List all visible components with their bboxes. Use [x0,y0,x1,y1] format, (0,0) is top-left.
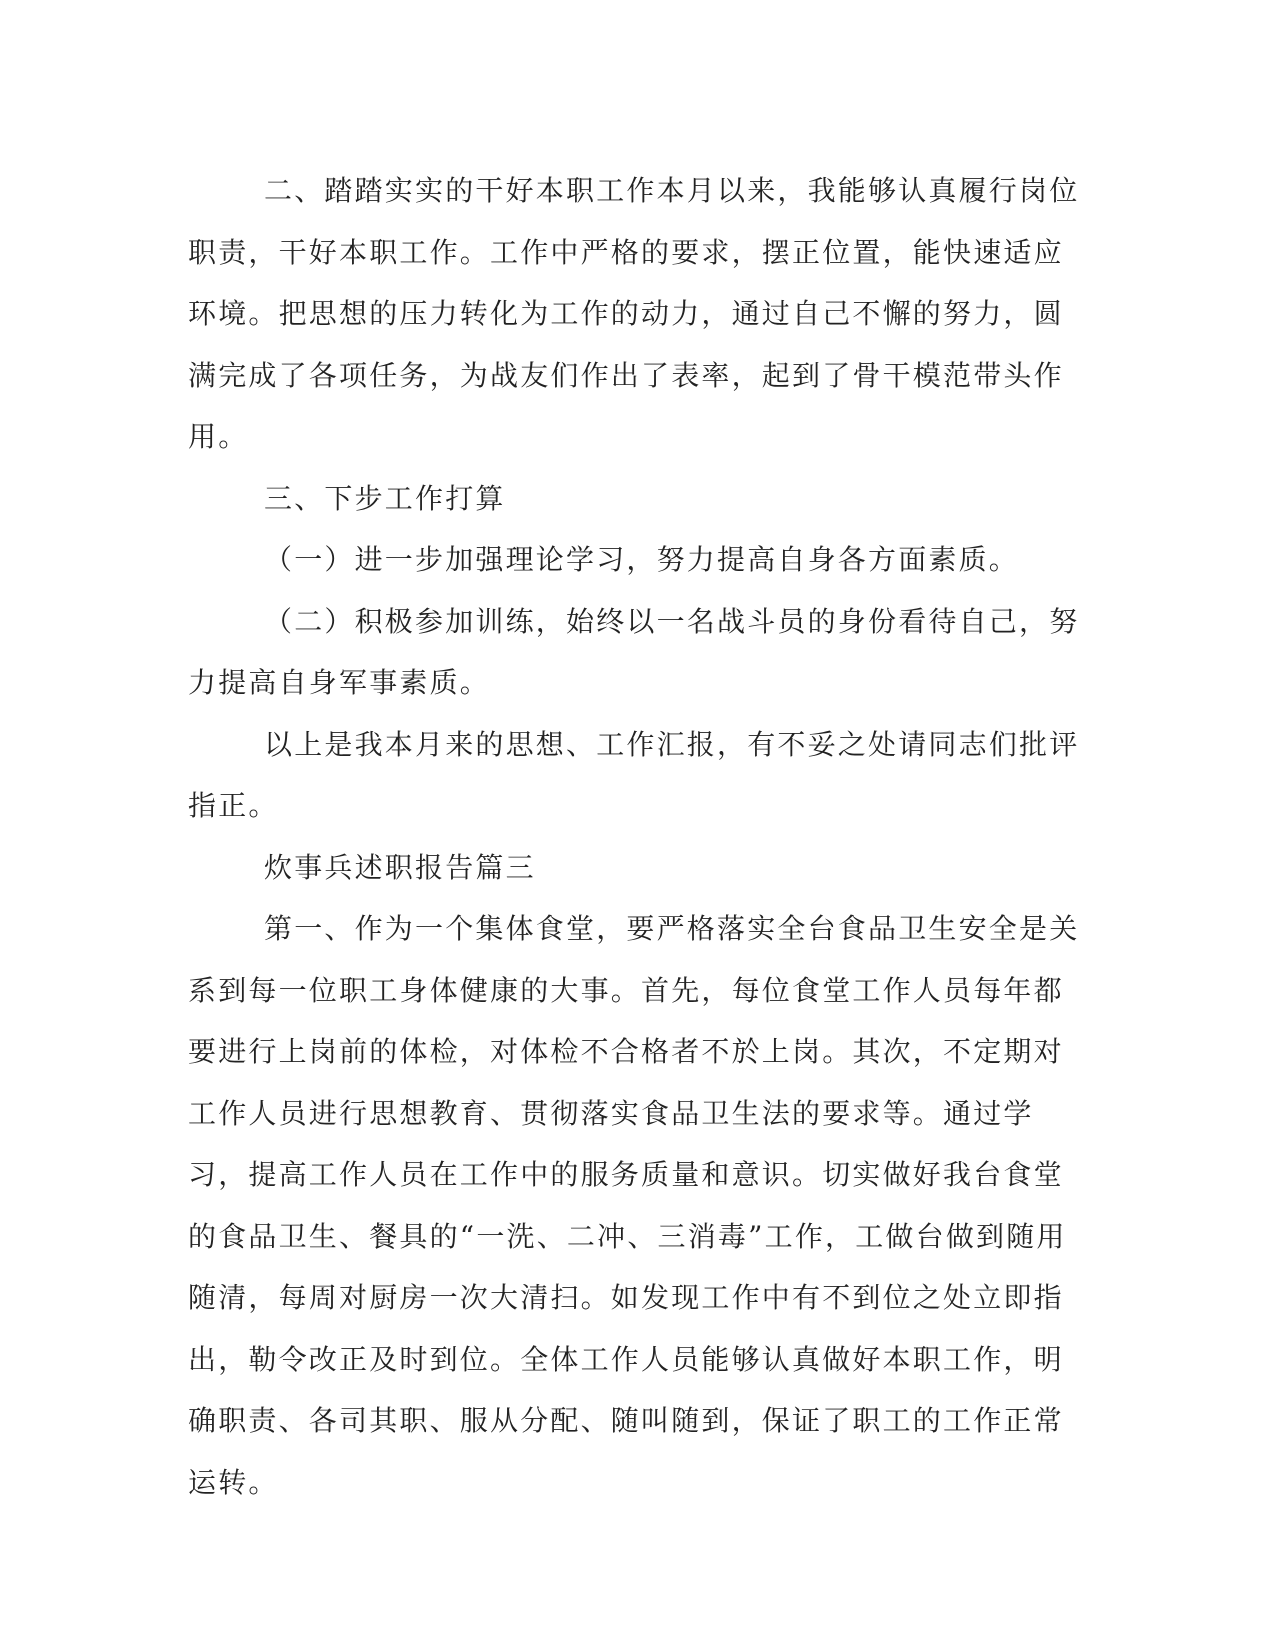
document-body [188,160,1083,1513]
paragraph-closing: 以上是我本月来的思想、工作汇报，有不妥之处请同志们批评指正。 [188,727,1080,822]
paragraph-plan-two: （二）积极参加训练，始终以一名战斗员的身份看待自己，努力提高自身军事素质。 [188,604,1080,699]
heading-next-steps: 三、下步工作打算 [264,481,506,515]
paragraph-canteen: 第一、作为一个集体食堂，要严格落实全台食品卫生安全是关系到每一位职工身体健康的大事。首先，每位食堂工作人员每年都要进行上岗前的体检，对体检不合格者不於上岗。其次，不定期对工作人员进行思想教育、贯彻落实食品卫生法的要求等。通过学习，提高工作人员在工作中的服务质量和意识。切实做好我台食堂的食品卫生、餐具的“一洗、二冲、三消毒”工作，工做台做到随用随清，每周对厨房一次大清扫。如发现工作中有不到位之处立即指出，勒令改正及时到位。全体工作人员能够认真做好本职工作，明确职责、各司其职、服从分配、随叫随到，保证了职工的工作正常运转。 [188,912,1080,1499]
section-title: 炊事兵述职报告篇三 [264,850,536,884]
paragraph-plan-one: （一）进一步加强理论学习，努力提高自身各方面素质。 [264,543,1020,576]
paragraph-work-duties: 二、踏踏实实的干好本职工作本月以来，我能够认真履行岗位职责，干好本职工作。工作中严格的要求，摆正位置，能快速适应环境。把思想的压力转化为工作的动力，通过自己不懈的努力，圆满完成了各项任务，为战友们作出了表率，起到了骨干模范带头作用。 [188,174,1080,453]
